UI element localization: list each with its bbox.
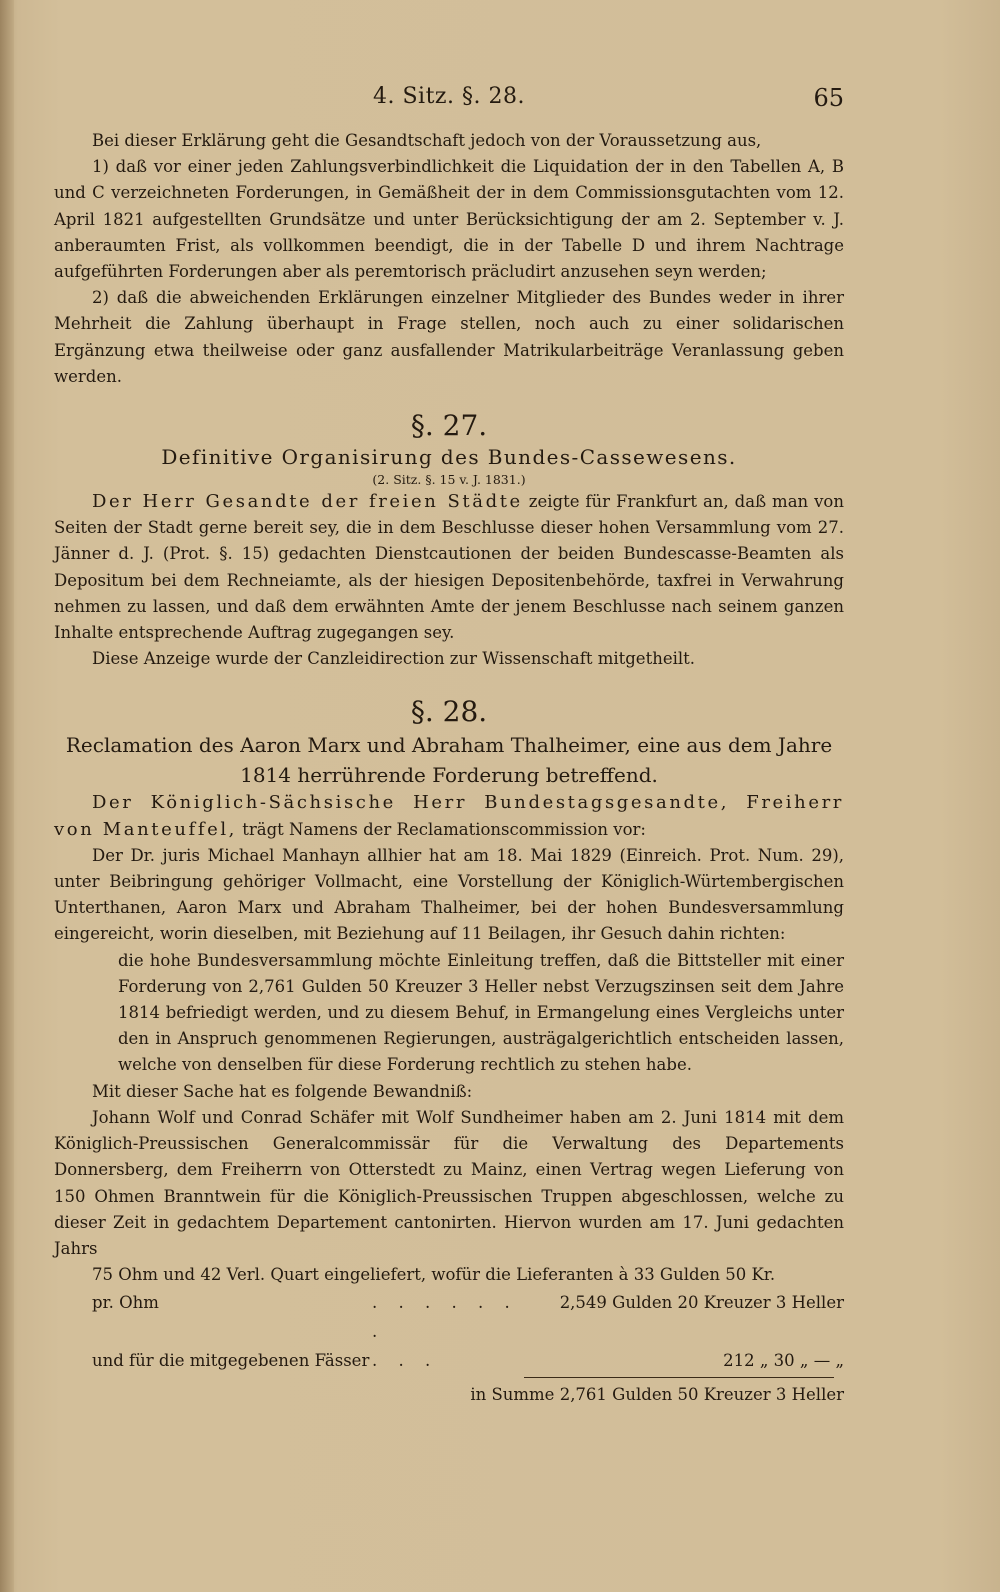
section-28-title: Reclamation des Aaron Marx und Abraham Thalheimer, eine aus dem Jahre 1814 herrührende Forderung betreffend.	[65, 733, 833, 788]
running-title: 4. Sitz. §. 28.	[373, 84, 525, 109]
delivery-line: 75 Ohm und 42 Verl. Quart eingeliefert, wofür die Lieferanten à 33 Gulden 50 Kr.	[92, 1265, 776, 1285]
section-28-paragraph-3: Mit dieser Sache hat es folgende Bewandniß:	[92, 1081, 473, 1101]
intro-paragraph: Bei dieser Erklärung geht die Gesandtschaft jedoch von der Voraussetzung aus,	[92, 131, 762, 150]
page-edge-shadow	[0, 0, 14, 1592]
page-number: 65	[813, 84, 844, 112]
sum-total: in Summe 2,761 Gulden 50 Kreuzer 3 Heller	[470, 1385, 844, 1405]
running-header	[54, 84, 844, 120]
amount-row-2-dots: . . .	[372, 1351, 439, 1371]
section-27-text: zeigte für Frankfurt an, daß man von Seiten der Stadt gerne bereit sey, die in dem Beschlusse dieser hohen Versammlung vom 27. Jänner d. J. (Prot. §. 15) gedachten Dienstcautionen der beiden Bundescasse-Beamten als Depositum bei dem Rechneiamte, als der hiesigen Depositenbehörde, taxfrei in Verwahrung nehmen zu lassen, und daß dem erwähnten Amte der jenem Beschlusse nach seinem ganzen Inhalte entsprechende Auftrag zugegangen sey.	[54, 492, 844, 643]
amount-row-2-label: und für die mitgegebenen Fässer	[92, 1351, 370, 1371]
amount-row-1-dots: . . . . . . .	[372, 1293, 518, 1342]
section-28-intro-text: trägt Namens der Reclamationscommission vor:	[242, 819, 646, 839]
section-28-petition: die hohe Bundesversammlung möchte Einleitung treffen, daß die Bittsteller mit einer Forderung von 2,761 Gulden 50 Kreuzer 3 Heller nebst Verzugszinsen seit dem Jahre 1814 befriedigt werden, und zu diesem Behuf, in Ermangelung eines Vergleichs unter den in Anspruch genommenen Regierungen, austrägalgerichtlich entscheiden lassen, welche von denselben für diese Forderung rechtlich zu stehen habe.	[118, 950, 844, 1075]
section-28-paragraph-1: Der Dr. juris Michael Manhayn allhier hat am 18. Mai 1829 (Einreich. Prot. Num. 29), unter Beibringung gehöriger Vollmacht, eine Vorstellung der Königlich-Würtembergischen Unterthanen, Aaron Marx und Abraham Thalheimer, bei der hohen Bundesversammlung eingereicht, worin dieselben, mit Beziehung auf 11 Beilagen, ihr Gesuch dahin richten:	[54, 845, 844, 944]
section-28-intro	[54, 790, 844, 842]
amount-row-1-value: 2,549 Gulden 20 Kreuzer 3 Heller	[559, 1293, 844, 1313]
intro-condition-1: 1) daß vor einer jeden Zahlungsverbindlichkeit die Liquidation der in den Tabellen A, B und C verzeichneten Forderungen, in Gemäßheit der in dem Commissionsgutachten vom 12. April 1821 aufgestellten Grundsätze und unter Berücksichtigung der am 2. September v. J. anberaumten Frist, als vollkommen beendigt, die in der Tabelle D und ihrem Nachtrage aufgeführten Forderungen aber als peremtorisch präcludirt anzusehen seyn werden;	[54, 157, 844, 282]
section-27-speaker: Der Herr Gesandte der freien Städte	[92, 491, 523, 513]
section-28-number: §. 28.	[410, 695, 488, 729]
section-28-paragraph-4: Johann Wolf und Conrad Schäfer mit Wolf Sundheimer haben am 2. Juni 1814 mit dem Königlich-Preussischen Generalcommissär für die Verwaltung des Departements Donnersberg, dem Freiherrn von Otterstedt zu Mainz, einen Vertrag wegen Lieferung von 150 Ohmen Branntwein für die Königlich-Preussischen Truppen abgeschlossen, welche zu dieser Zeit in gedachtem Departement cantonirten. Hiervon wurden am 17. Juni gedachten Jahrs	[54, 1107, 844, 1258]
sum-rule	[524, 1377, 834, 1378]
section-27-title: Definitive Organisirung des Bundes-Cassewesens.	[161, 445, 737, 470]
amount-row-1-label: pr. Ohm	[92, 1293, 159, 1313]
page-body	[54, 128, 844, 1410]
section-27-reference: (2. Sitz. §. 15 v. J. 1831.)	[372, 472, 526, 488]
section-27-note: Diese Anzeige wurde der Canzleidirection zur Wissenschaft mitgetheilt.	[92, 649, 696, 669]
amount-row-2	[54, 1346, 844, 1375]
section-27-number: §. 27.	[410, 409, 488, 443]
intro-condition-2: 2) daß die abweichenden Erklärungen einzelner Mitglieder des Bundes weder in ihrer Mehrheit die Zahlung überhaupt in Frage stellen, noch auch zu einer solidarischen Ergänzung etwa theilweise oder ganz ausfallender Matrikularbeiträge Veranlassung geben werden.	[54, 288, 844, 386]
amount-row-2-value: 212 „ 30 „ — „	[723, 1351, 844, 1371]
amount-row-1	[54, 1288, 844, 1346]
section-27-paragraph	[54, 489, 844, 646]
section-28-speaker: Der Königlich-Sächsische Herr Bundestagsgesandte, Freiherr von Manteuffel,	[54, 792, 844, 840]
